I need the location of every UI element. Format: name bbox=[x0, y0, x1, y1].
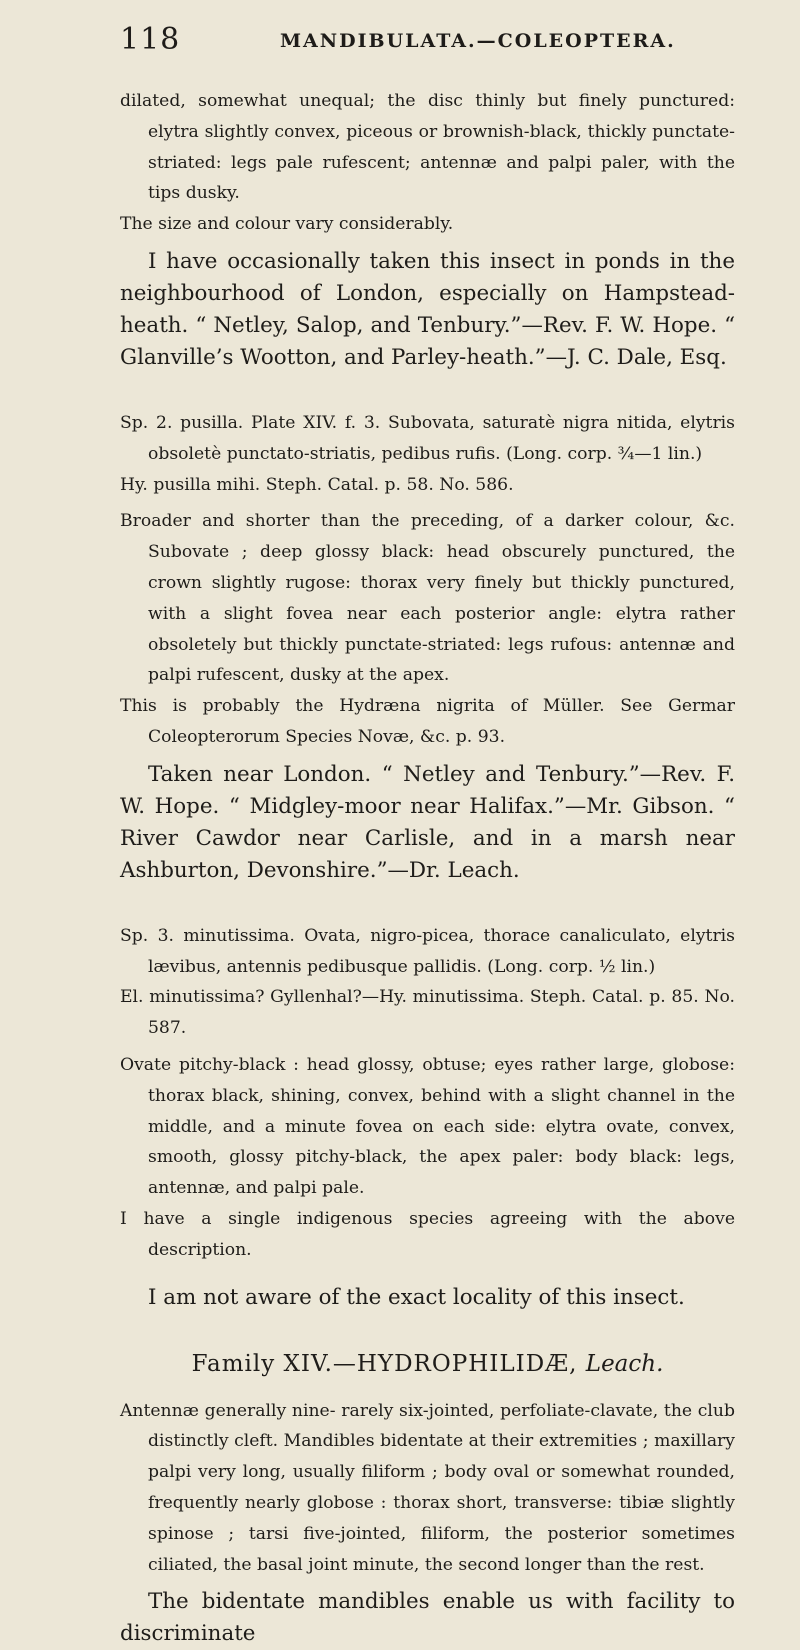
description-continued: dilated, somewhat unequal; the disc thinly but finely punctured: elytra slightly convex, piceous or brownish-black, thickly punctate-striated: legs pale rufescent; antennæ and palpi paler, with the tips dusky. bbox=[120, 91, 735, 204]
family-characters: Antennæ generally nine- rarely six-jointed, perfoliate-clavate, the club distinctly cleft. Mandibles bidentate at their extremities ; maxillary palpi very long, usually filiform ; body oval or somewhat rounded, frequently nearly globose : thorax short, transverse: tibiæ slightly spinose ; tarsi five-jointed, filiform, the posterior sometimes ciliated, the basal joint minute, the second longer than the rest. bbox=[120, 1400, 735, 1575]
species-3-description: Ovate pitchy-black : head glossy, obtuse; eyes rather large, globose: thorax black, shining, convex, behind with a slight channel in the middle, and a minute fovea on each side: elytra ovate, convex, smooth, glossy pitchy-black, the apex paler: body black: legs, antennæ, and palpi pale. bbox=[120, 1054, 735, 1199]
body-text bbox=[120, 86, 735, 1650]
size-note: The size and colour vary considerably. bbox=[120, 214, 454, 235]
species-3-synonymy: El. minutissima? Gyllenhal?—Hy. minutissima. Steph. Catal. p. 85. No. 587. bbox=[120, 987, 735, 1039]
species-2-synonymy: Hy. pusilla mihi. Steph. Catal. p. 58. No. 586. bbox=[120, 474, 514, 495]
species-2-note: This is probably the Hydræna nigrita of Müller. See Germar Coleopterorum Species Novæ, &c. p. 93. bbox=[120, 696, 735, 747]
family-title: Family XIV.—HYDROPHILIDÆ, bbox=[191, 1350, 578, 1377]
running-head: MANDIBULATA.—COLEOPTERA. bbox=[280, 30, 676, 52]
page-header bbox=[120, 22, 730, 62]
species-2-locality: Taken near London. “ Netley and Tenbury.”—Rev. F. W. Hope. “ Midgley-moor near Halifax.”—Mr. Gibson. “ River Cawdor near Carlisle, and in a marsh near Ashburton, Devonshire.”—Dr. Leach. bbox=[120, 761, 735, 883]
species-2-description: Broader and shorter than the preceding, of a darker colour, &c. Subovate ; deep glossy black: head obscurely punctured, the crown slightly rugose: thorax very finely but thickly punctured, with a slight fovea near each posterior angle: elytra rather obsoletely but thickly punctate-striated: legs rufous: antennæ and palpi rufescent, dusky at the apex. bbox=[120, 511, 735, 686]
species-2-heading: Sp. 2. pusilla. Plate XIV. f. 3. Subovata, saturatè nigra nitida, elytris obsoletè punctato-striatis, pedibus rufis. (Long. corp. ¾—1 lin.) bbox=[120, 412, 735, 464]
page-number: 118 bbox=[120, 22, 181, 57]
closing-paragraph: The bidentate mandibles enable us with facility to discriminate bbox=[120, 1589, 735, 1647]
species-3-locality: I am not aware of the exact locality of this insect. bbox=[148, 1284, 685, 1310]
family-author: Leach. bbox=[585, 1350, 664, 1377]
family-heading bbox=[120, 1348, 735, 1380]
species-3-note: I have a single indigenous species agreeing with the above description. bbox=[120, 1208, 735, 1260]
locality-paragraph: I have occasionally taken this insect in ponds in the neighbourhood of London, especially on Hampstead-heath. “ Netley, Salop, and Tenbury.”—Rev. F. W. Hope. “ Glanville’s Wootton, and Parley-heath.”—J. C. Dale, Esq. bbox=[120, 248, 735, 370]
species-3-heading: Sp. 3. minutissima. Ovata, nigro-picea, thorace canaliculato, elytris lævibus, antennis pedibusque pallidis. (Long. corp. ½ lin.) bbox=[120, 925, 735, 977]
